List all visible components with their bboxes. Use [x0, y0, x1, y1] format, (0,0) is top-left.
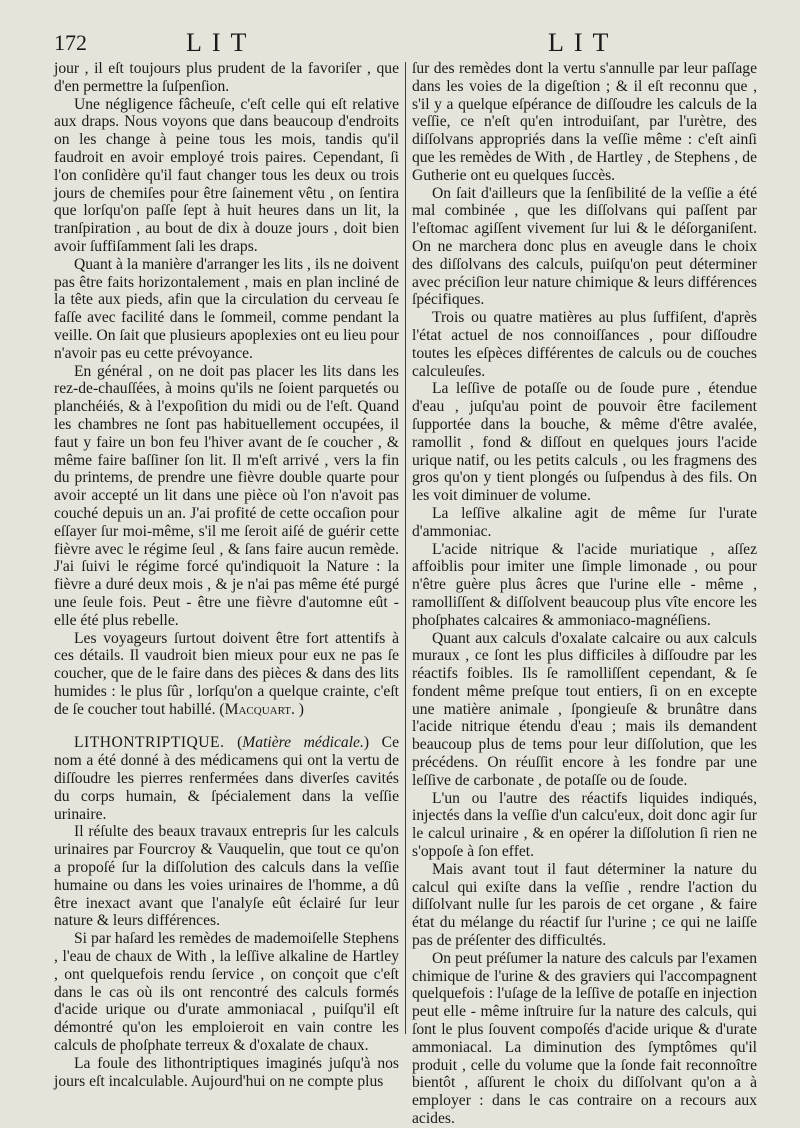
paragraph [54, 630, 399, 719]
author-signature: Macquart [224, 700, 291, 718]
page-number: 172 [54, 30, 87, 55]
paragraph: Mais avant tout il faut déterminer la nature du calcul qui exiſte dans la veſſie , rendre l'action du diſſolvant nulle ſur les parois de cet organe , & faire état du mélange du réactif ſur l'urine ; ce qui ne laiſſe pas de préſenter des difficultés. [412, 860, 757, 950]
paragraph: La foule des lithontriptiques imaginés juſqu'à nos jours eſt incalculable. Aujourd'hui on ne compte plus [54, 1054, 399, 1090]
left-column [54, 60, 399, 1090]
paragraph: L'un ou l'autre des réactifs liquides indiqués, injectés dans la veſſie d'un calcu'eux, doit donc agir ſur le calcul urinaire , & en opérer la diſſolution ſi rien ne s'oppoſe à ſon effet. [412, 789, 757, 861]
page-header [0, 26, 800, 60]
running-head-right: LIT [548, 28, 619, 57]
column-rule [405, 62, 406, 1034]
paragraph: Il réſulte des beaux travaux entrepris ſur les calculs urinaires par Fourcroy & Vauquelin, que tout ce qu'on a propoſé ſur la diſſolution des calculs dans la veſſie humaine ou dans les voies urinaires de l'homme, a dû être inexact avant que l'analyſe eût éclairé ſur leur nature & leurs différences. [54, 823, 399, 930]
paragraph: Si par haſard les remèdes de mademoiſelle Stephens , l'eau de chaux de With , la leſſive alkaline de Hartley , ont quelquefois rendu ſervice , on conçoit que c'eſt dans le cas où ils ont rencontré des calculs formés d'acide urique ou d'urate ammoniacal , puiſqu'il eſt démontré qu'on les emploieroit en vain contre les calculs de phoſphate terreux & d'oxalate de chaux. [54, 930, 399, 1055]
running-head-left: LIT [186, 28, 257, 57]
paragraph: Une négligence fâcheuſe, c'eſt celle qui eſt relative aux draps. Nous voyons que dans beaucoup d'endroits on les change à peine tous les mois, tandis qu'il faudroit en avoir employé trois paires. Cependant, ſi l'on conſidère qu'il faut changer tous les deux ou trois jours de chemiſes pour être ſainement vêtu , on ſentira que lorſqu'on paſſe ſept à huit heures dans un lit, la tranſpiration , au bout de dix à douze jours , doit bien avoir ſuffiſamment ſali les draps. [54, 95, 399, 255]
paragraph: On peut préſumer la nature des calculs par l'examen chimique de l'urine & des graviers qui l'accompagnent quelquefois : l'uſage de la leſſive de potaſſe en injection peut elle - même inſtruire ſur la nature des calculs, qui ſont le plus ſouvent compoſés d'acide urique & d'urate ammoniacal. La diminution des ſymptômes qu'il produit , celle du volume que la ſonde fait reconnoître bientôt , aſſurent le choix du diſſolvant qu'on a à employer : dans le cas contraire on a recours aux acides. [412, 949, 757, 1128]
paragraph: La leſſive alkaline agit de même ſur l'urate d'ammoniac. [412, 504, 757, 540]
paragraph: ſur des remèdes dont la vertu s'annulle par leur paſſage dans les voies de la digeſtion ; & il eſt reconnu que , s'il y a quelque eſpérance de diſſoudre les calculs de la veſſie, ce n'eſt qu'en introduiſant, par l'urètre, des diſſolvans appropriés dans la veſſie même : c'eſt ainſi que les remèdes de With , de Hartley , de Stephens , de Gutherie ont eu quelques ſuccès. [412, 60, 757, 184]
entry-punct: ( [224, 734, 243, 752]
paragraph: L'acide nitrique & l'acide muriatique , aſſez affoiblis pour imiter une ſimple limonade , ou pour n'être guère plus âcres que l'urine elle - même , ramolliſſent & diſſolvent beaucoup plus vîte encore les phoſphates calcaires & ammoniaco-magnéſiens. [412, 540, 757, 629]
entry-punct: ) [363, 734, 370, 752]
entry-text: Ce nom a été donné à des médicamens qui ont la vertu de diſſoudre les pierres renfermées dans diverſes cavités du corps humain, & ſpécialement dans la veſſie urinaire. [54, 734, 399, 823]
right-column [412, 60, 757, 1128]
paragraph: On ſait d'ailleurs que la ſenſibilité de la veſſie a été mal combinée , que les diſſolvans qui paſſent par l'eſtomac agiſſent vivement ſur lui & le déſorganiſent. On ne marchera donc plus en aveugle dans le choix des diſſolvans des calculs, puiſqu'on peut déterminer avec préciſion leur nature chimique & leurs différences ſpécifiques. [412, 184, 757, 309]
paragraph: jour , il eſt toujours plus prudent de la favoriſer , que d'en permettre la ſuſpenſion. [54, 60, 399, 95]
entry-category: Matière médicale. [242, 734, 364, 752]
entry-headword: LITHONTRIPTIQUE. [74, 734, 225, 752]
dictionary-entry [54, 734, 399, 823]
paragraph: En général , on ne doit pas placer les lits dans les rez-de-chauſſées, à moins qu'ils ne ſoient parquetés ou planchéiés, & à l'expoſition du midi ou de l'eſt. Quand les chambres ne ſont pas habituellement occupées, il faut y faire un bon feu l'hiver avant de ſe coucher , & même faire baſſiner ſon lit. Il m'eſt arrivé , vers la fin du printems, de prendre une fièvre double quarte pour avoir accepté un lit dans une pièce où l'on n'avoit pas couché depuis un an. J'ai profité de cette occaſion pour eſſayer ſur moi-même, s'il me ſeroit aiſé de guérir cette fièvre avec le régime ſeul , & ſans faire aucun remède. J'ai ſuivi le régime forcé qu'indiquoit la Nature : la fièvre a duré deux mois , & je n'ai pas même été purgé une ſeule fois. Peut - être une fièvre d'automne eût - elle été plus rebelle. [54, 362, 399, 629]
paragraph-text: . ) [290, 700, 304, 718]
paragraph: Quant aux calculs d'oxalate calcaire ou aux calculs muraux , ce ſont les plus difficiles à diſſoudre par les réactifs foibles. Ils ſe ramolliſſent cependant, & ſe fondent même preſque tout entiers, ſi on en excepte une matière animale , ſpongieuſe & brunâtre dans l'acide nitrique étendu d'eau ; mais ils demandent beaucoup plus de tems pour leur diſſolution, que les précédens. On réuſſit encore à les fondre par une leſſive de carbonate , de potaſſe ou de ſoude. [412, 629, 757, 789]
paragraph-text: Les voyageurs ſurtout doivent être fort attentifs à ces détails. Il vaudroit bien mieux pour eux ne pas ſe coucher, que de le faire dans des pièces & dans des lits humides : le plus ſûr , lorſqu'on a quelque crainte, c'eſt de ſe coucher tout habillé. ( [54, 629, 399, 718]
paragraph: La leſſive de potaſſe ou de ſoude pure , étendue d'eau , juſqu'au point de pouvoir être facilement ſupportée dans la bouche, & même d'être avalée, ramollit , fond & diſſout en quelques jours l'acide urique natif, ou les petits calculs , ou les fragmens des gros qu'on y tient plongés ou ſuſpendus à des fils. On les voit diminuer de volume. [412, 380, 757, 505]
paragraph: Trois ou quatre matières au plus ſuffiſent, d'après l'état actuel de nos connoiſſances , pour diſſoudre toutes les eſpèces différentes de calculs ou de couches calculeuſes. [412, 309, 757, 380]
paragraph: Quant à la manière d'arranger les lits , ils ne doivent pas être faits horizontalement , mais en plan incliné de la tête aux pieds, afin que la circulation du cerveau ſe faſſe avec facilité dans le ſommeil, comme pendant la veille. On ſait que plusieurs apoplexies ont eu lieu pour n'avoir pas eu cette prévoyance. [54, 255, 399, 362]
